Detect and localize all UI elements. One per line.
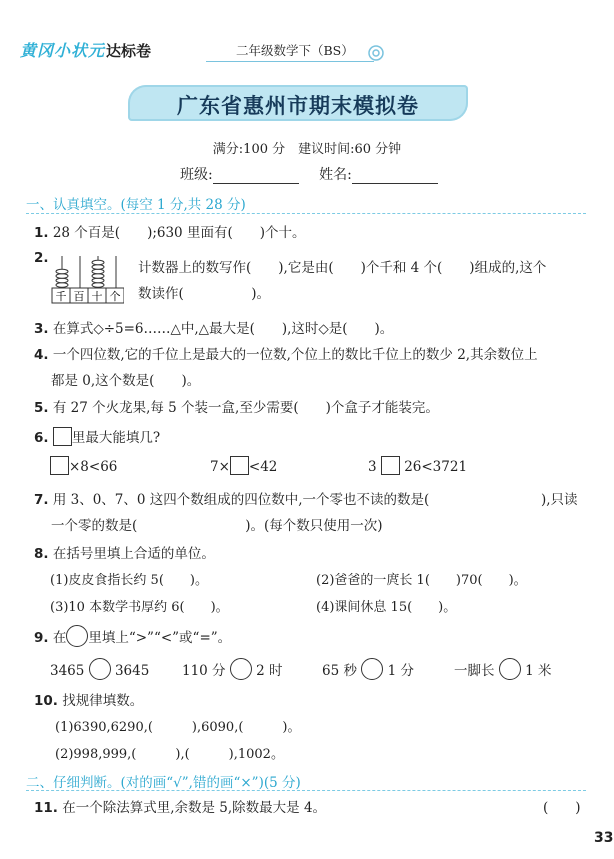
blank-square[interactable] [230, 456, 249, 475]
brand-logo: 黄冈小状元 [20, 41, 106, 60]
page-number: 33 [594, 830, 614, 846]
section-heading-1: 一、认真填空。(每空 1 分,共 28 分) [26, 197, 246, 213]
abacus-label: 百 [73, 290, 85, 303]
question-8-item: (2)爸爸的一庹长 1( )70( )。 [316, 573, 527, 588]
question-4-line2: 都是 0,这个数是( )。 [51, 373, 201, 389]
series-label: 达标卷 [106, 42, 152, 60]
question-10-b: (2)998,999,( ),( ),1002。 [55, 747, 284, 762]
question-10: 10. 找规律填数。 [34, 693, 144, 709]
blank-circle[interactable] [230, 658, 252, 680]
grade-band [206, 41, 374, 59]
compare-item: 3465 3645 [50, 658, 149, 680]
question-text: 28 个百是( );630 里面有( )个十。 [52, 225, 306, 241]
blank-square[interactable] [50, 456, 69, 475]
class-label: 班级: [180, 167, 213, 183]
question-7-line2: 一个零的数是( )。(每个数只使用一次) [51, 518, 383, 534]
question-9: 9. 在 里填上“>”“<”或“=”。 [34, 625, 231, 647]
question-8: 8. 在括号里填上合适的单位。 [34, 546, 215, 562]
blank-circle[interactable] [361, 658, 383, 680]
question-8-item: (4)课间休息 15( )。 [316, 600, 457, 615]
abacus-figure [50, 254, 124, 304]
question-2-number: 2. [34, 250, 49, 266]
abacus-label: 千 [55, 290, 67, 303]
question-6: 6. 里最大能填几? [34, 426, 160, 446]
question-11: 11. 在一个除法算式里,余数是 5,除数最大是 4。 [34, 800, 327, 816]
question-8-item: (1)皮皮食指长约 5( )。 [50, 573, 208, 588]
question-7-tail: ),只读 [541, 492, 578, 508]
blank-circle[interactable] [499, 658, 521, 680]
blank-square[interactable] [53, 427, 72, 446]
question-1: 1. 28 个百是( );630 里面有( )个十。 [34, 225, 306, 241]
compare-item: 65 秒 1 分 [322, 658, 414, 680]
exam-meta: 满分:100 分 建议时间:60 分钟 [212, 142, 402, 157]
class-blank[interactable] [213, 169, 299, 184]
question-6-c: 3 26<3721 [368, 456, 467, 475]
name-label: 姓名: [319, 167, 352, 183]
blank-square[interactable] [381, 456, 400, 475]
compare-item: 110 分 2 时 [182, 658, 283, 680]
page-title: 广东省惠州市期末模拟卷 [177, 94, 419, 118]
question-10-a: (1)6390,6290,( ),6090,( )。 [55, 720, 301, 735]
question-6-b: 7× <42 [210, 456, 277, 475]
question-2-line2: 数读作( )。 [138, 286, 271, 302]
compare-item: 一脚长 1 米 [454, 658, 551, 680]
section-heading-2: 二、仔细判断。(对的画“√”,错的画“×”)(5 分) [26, 775, 301, 791]
question-6-a: ×8<66 [50, 456, 117, 475]
question-5: 5. 有 27 个火龙果,每 5 个装一盒,至少需要( )个盒子才能装完。 [34, 400, 439, 416]
swirl-icon [366, 43, 386, 63]
blank-circle[interactable] [66, 625, 88, 647]
question-8-item: (3)10 本数学书厚约 6( )。 [50, 600, 229, 615]
question-2-line1: 计数器上的数写作( ),它是由( )个千和 4 个( )组成的,这个 [138, 260, 547, 276]
question-7: 7. 用 3、0、7、0 这四个数组成的四位数中,一个零也不读的数是( [34, 492, 430, 508]
grade-label: 二年级数学下（BS） [236, 43, 354, 58]
title-banner [128, 85, 468, 121]
abacus-label: 十 [91, 290, 103, 303]
question-3: 3. 在算式◇÷5=6……△中,△最大是( ),这时◇是( )。 [34, 321, 394, 337]
abacus-label: 个 [109, 290, 121, 303]
class-name-line [180, 164, 438, 184]
question-4: 4. 一个四位数,它的千位上是最大的一位数,个位上的数比千位上的数少 2,其余数位上 [34, 347, 538, 363]
blank-circle[interactable] [89, 658, 111, 680]
answer-paren[interactable]: ( ) [543, 800, 581, 816]
name-blank[interactable] [352, 169, 438, 184]
